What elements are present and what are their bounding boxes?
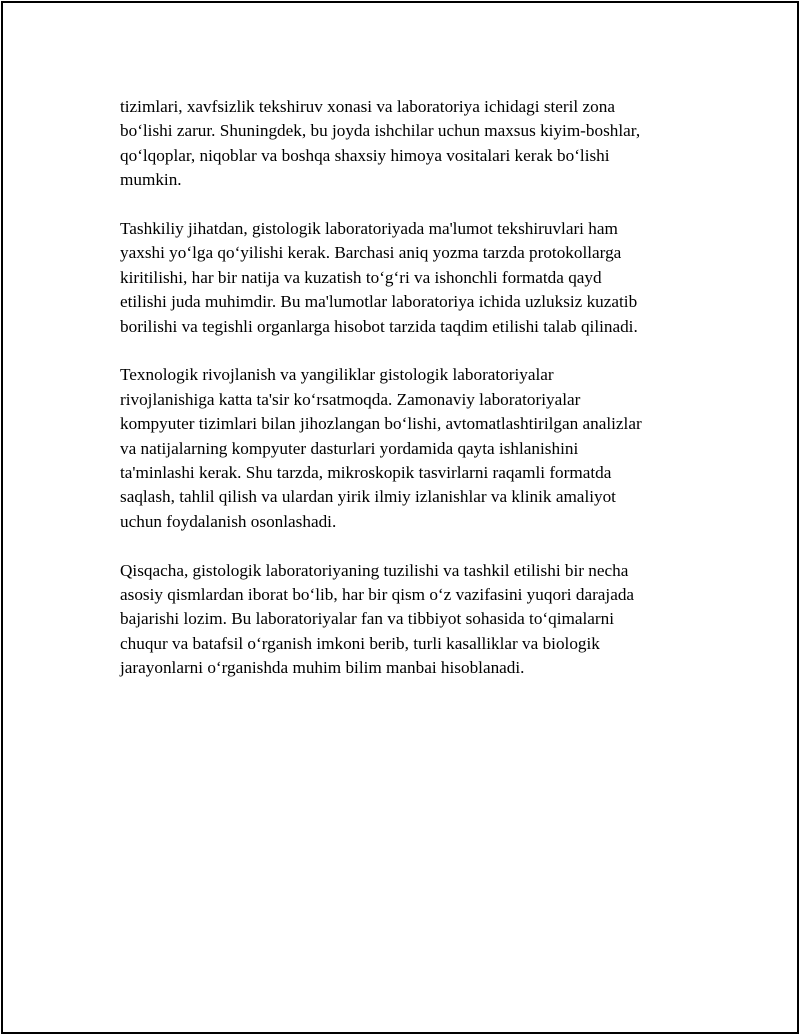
text-line: ta'minlashi kerak. Shu tarzda, mikroskopik tasvirlarni raqamli formatda bbox=[120, 463, 612, 483]
text-line: qoʻlqoplar, niqoblar va boshqa shaxsiy himoya vositalari kerak boʻlishi bbox=[120, 145, 610, 165]
text-line: kiritilishi, har bir natija va kuzatish toʻgʻri va ishonchli formatda qayd bbox=[120, 267, 602, 287]
text-line: saqlash, tahlil qilish va ulardan yirik ilmiy izlanishlar va klinik amaliyot bbox=[120, 487, 616, 507]
text-line: jarayonlarni oʻrganishda muhim bilim manbai hisoblanadi. bbox=[120, 658, 525, 678]
text-line: yaxshi yoʻlga qoʻyilishi kerak. Barchasi aniq yozma tarzda protokollarga bbox=[120, 243, 622, 263]
text-line: Qisqacha, gistologik laboratoriyaning tuzilishi va tashkil etilishi bir necha bbox=[120, 560, 629, 580]
paragraph-3 bbox=[120, 363, 700, 534]
text-line: uchun foydalanish osonlashadi. bbox=[120, 511, 337, 531]
text-line: asosiy qismlardan iborat boʻlib, har bir qism oʻz vazifasini yuqori darajada bbox=[120, 585, 635, 605]
text-line: borilishi va tegishli organlarga hisobot tarzida taqdim etilishi talab qilinadi. bbox=[120, 316, 638, 336]
text-line: etilishi juda muhimdir. Bu ma'lumotlar laboratoriya ichida uzluksiz kuzatib bbox=[120, 292, 638, 312]
paragraph-4 bbox=[120, 559, 700, 681]
text-line: rivojlanishiga katta ta'sir koʻrsatmoqda. Zamonaviy laboratoriyalar bbox=[120, 389, 581, 409]
text-line: kompyuter tizimlari bilan jihozlangan boʻlishi, avtomatlashtirilgan analizlar bbox=[120, 414, 642, 434]
paragraph-2 bbox=[120, 217, 700, 339]
text-line: Tashkiliy jihatdan, gistologik laboratoriyada ma'lumot tekshiruvlari ham bbox=[120, 219, 618, 239]
text-line: va natijalarning kompyuter dasturlari yordamida qayta ishlanishini bbox=[120, 438, 579, 458]
paragraph-1 bbox=[120, 95, 700, 193]
text-line: mumkin. bbox=[120, 170, 182, 190]
text-line: boʻlishi zarur. Shuningdek, bu joyda ishchilar uchun maxsus kiyim-boshlar, bbox=[120, 121, 641, 141]
text-line: tizimlari, xavfsizlik tekshiruv xonasi va laboratoriya ichidagi steril zona bbox=[120, 97, 615, 116]
text-line: bajarishi lozim. Bu laboratoriyalar fan va tibbiyot sohasida toʻqimalarni bbox=[120, 609, 615, 629]
document-body bbox=[120, 95, 700, 705]
text-line: Texnologik rivojlanish va yangiliklar gistologik laboratoriyalar bbox=[120, 365, 554, 385]
text-line: chuqur va batafsil oʻrganish imkoni berib, turli kasalliklar va biologik bbox=[120, 633, 600, 653]
page bbox=[1, 1, 799, 1034]
